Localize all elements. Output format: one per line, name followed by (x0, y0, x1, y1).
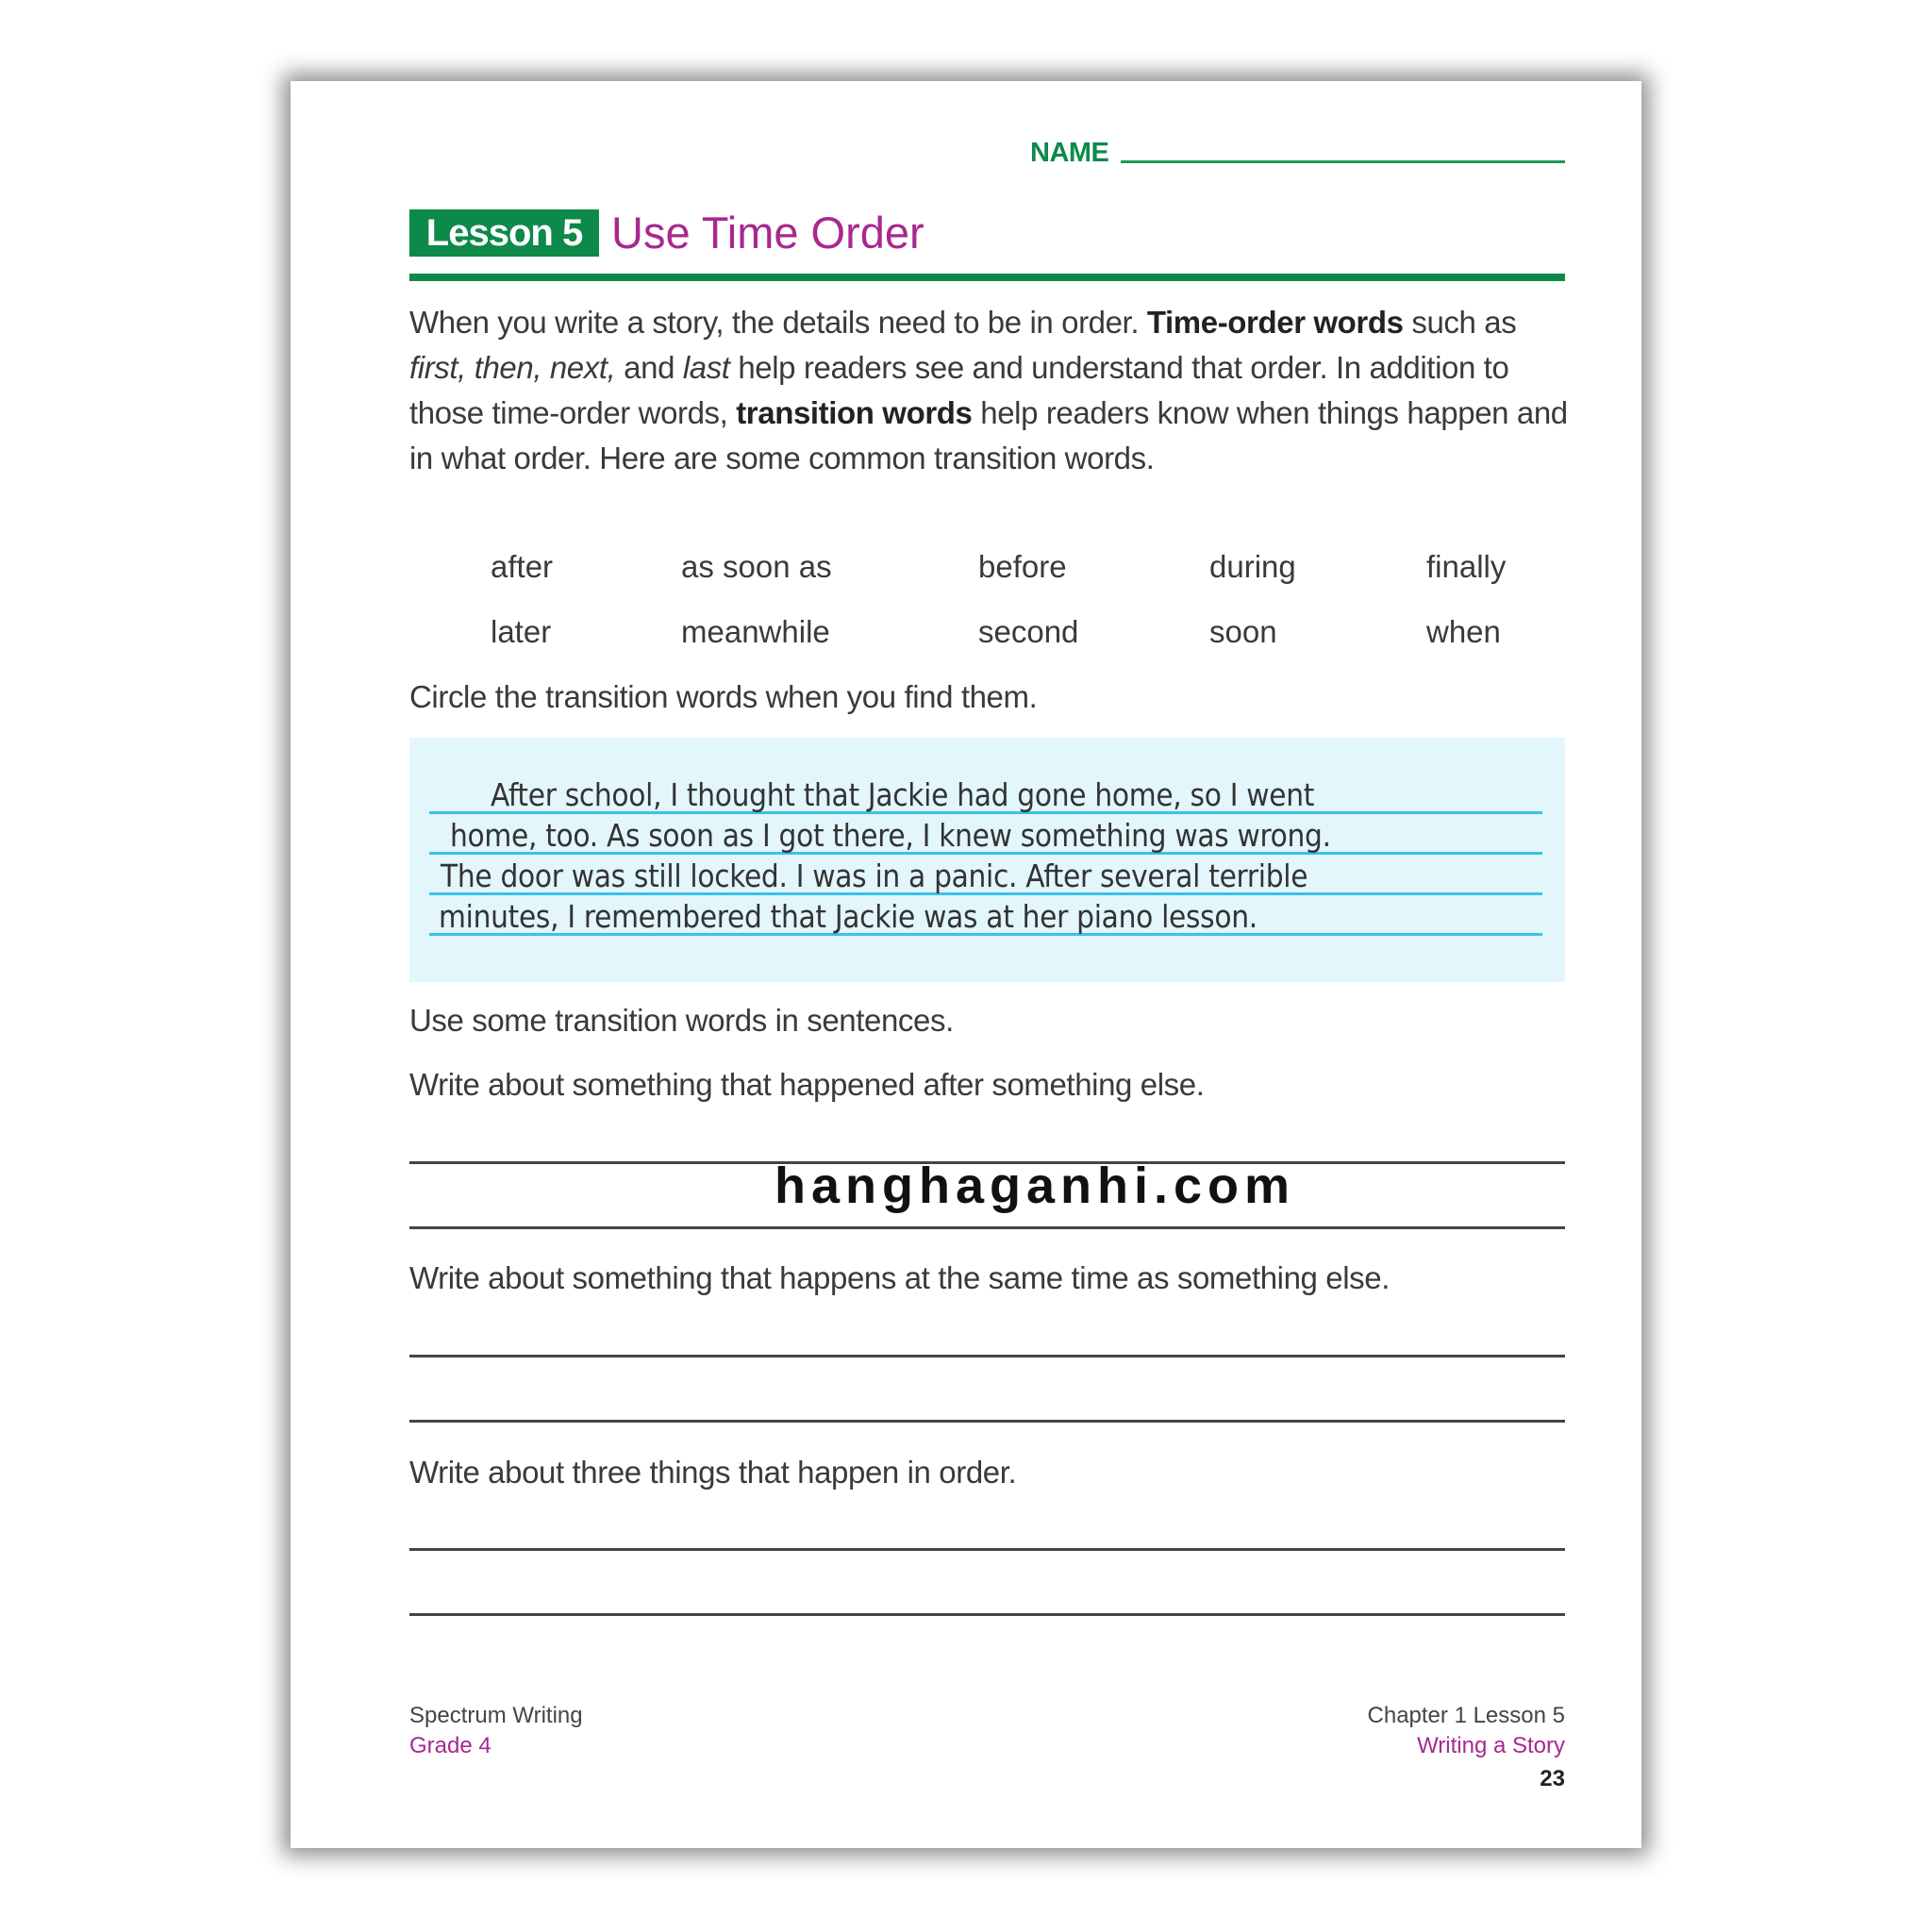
transition-word: as soon as (681, 549, 832, 584)
transition-word: after (491, 549, 554, 584)
prompt-2: Write about something that happens at the same time as something else. (409, 1260, 1390, 1295)
name-label: NAME (1030, 138, 1109, 168)
transition-word: soon (1209, 614, 1277, 649)
transition-word: when (1426, 614, 1501, 649)
story-line: home, too. As soon as I got there, I knew something was wrong. (450, 817, 1331, 854)
answer-line[interactable] (409, 1613, 1565, 1616)
footer-book: Spectrum Writing (409, 1703, 583, 1728)
use-instruction: Use some transition words in sentences. (409, 1003, 954, 1038)
transition-word: later (491, 614, 552, 649)
transition-word: second (978, 614, 1079, 649)
lesson-title: Use Time Order (611, 208, 924, 258)
answer-line[interactable] (409, 1355, 1565, 1357)
page-number: 23 (1540, 1766, 1565, 1791)
prompt-1: Write about something that happened after something else. (409, 1067, 1205, 1102)
transition-word: during (1209, 549, 1296, 584)
intro-paragraph: When you write a story, the details need to be in order. Time-order words such as first, then, next, and last help readers see and understand that order. In addition to those time-order words, transition words help readers know when things happen and in what order. Here are some common transition words. (409, 305, 1568, 475)
story-line: After school, I thought that Jackie had gone home, so I went (491, 776, 1315, 813)
footer-unit: Writing a Story (1417, 1733, 1565, 1758)
watermark: hanghaganhi.com (774, 1158, 1296, 1214)
footer-chapter: Chapter 1 Lesson 5 (1367, 1703, 1565, 1728)
title-rule (409, 274, 1565, 281)
transition-word: finally (1426, 549, 1507, 584)
circle-instruction: Circle the transition words when you find them. (409, 679, 1038, 714)
lesson-badge: Lesson 5 (409, 209, 599, 257)
footer-grade: Grade 4 (409, 1733, 491, 1758)
story-line: The door was still locked. I was in a panic. After several terrible (441, 858, 1308, 894)
answer-line[interactable] (409, 1548, 1565, 1551)
name-field-line[interactable] (1121, 160, 1565, 163)
story-line: minutes, I remembered that Jackie was at her piano lesson. (439, 898, 1257, 935)
transition-word: meanwhile (681, 614, 830, 649)
prompt-3: Write about three things that happen in order. (409, 1455, 1017, 1490)
answer-line[interactable] (409, 1420, 1565, 1423)
answer-line[interactable] (409, 1226, 1565, 1229)
transition-word: before (978, 549, 1067, 584)
